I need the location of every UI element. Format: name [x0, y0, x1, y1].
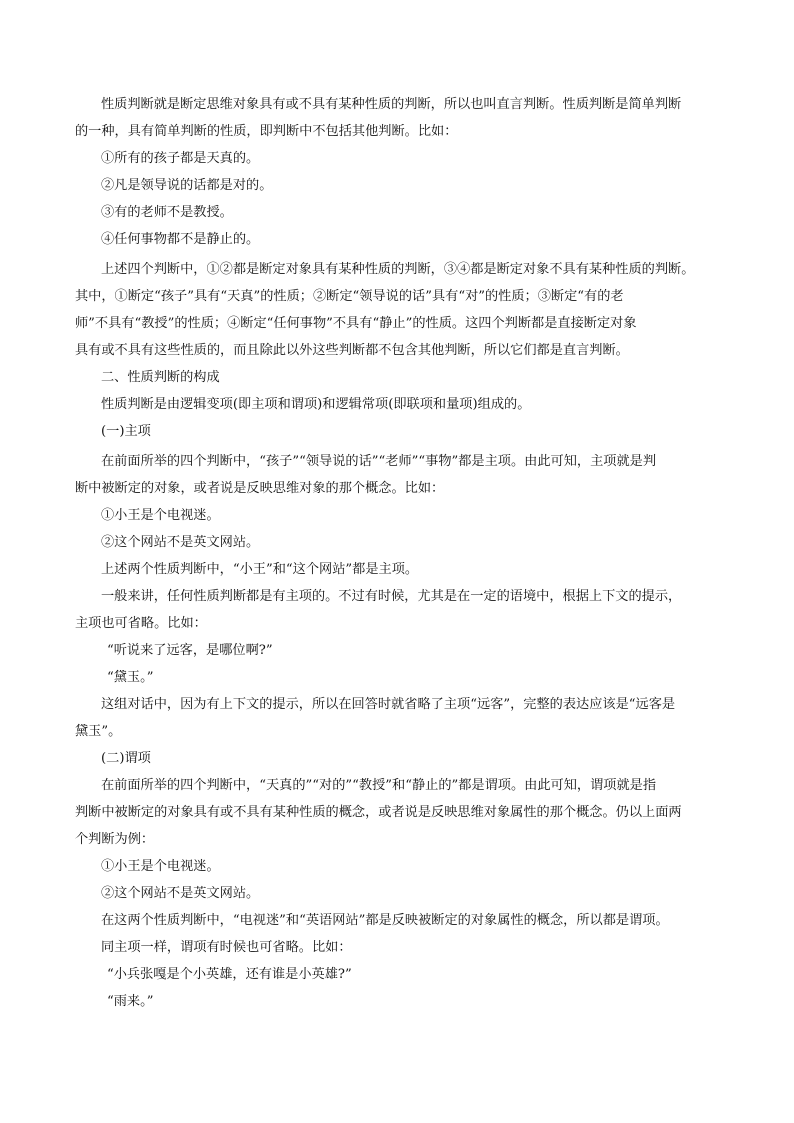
- dialogue-line: “黛玉。”: [107, 670, 154, 685]
- paragraph-line: 性质判断就是断定思维对象具有或不具有某种性质的判断，所以也叫直言判断。性质判断是简单判断: [101, 97, 682, 112]
- paragraph-line: 其中，①断定“孩子”具有“天真”的性质；②断定“领导说的话”具有“对”的性质；③断定“有的老: [75, 289, 624, 304]
- list-item: ④任何事物都不是静止的。: [101, 232, 260, 247]
- list-item: ①小王是个电视迷。: [101, 508, 220, 523]
- paragraph-line: 判断中被断定的对象具有或不具有某种性质的概念，或者说是反映思维对象属性的那个概念。仍以上面两: [75, 805, 682, 820]
- paragraph-line: 断中被断定的对象，或者说是反映思维对象的那个概念。比如：: [75, 481, 445, 496]
- paragraph-line: 在前面所举的四个判断中，“孩子”“领导说的话”“老师”“事物”都是主项。由此可知，主项就是判: [101, 454, 657, 469]
- paragraph-line: 主项也可省略。比如：: [75, 616, 207, 631]
- dialogue-line: “小兵张嘎是个小英雄，还有谁是小英雄?”: [107, 967, 352, 982]
- subsection-heading: (一)主项: [101, 424, 151, 439]
- dialogue-line: “听说来了远客，是哪位啊?”: [107, 643, 273, 658]
- list-item: ②凡是领导说的话都是对的。: [101, 178, 273, 193]
- subsection-heading: (二)谓项: [101, 751, 151, 766]
- paragraph-line: 上述两个性质判断中，“小王”和“这个网站”都是主项。: [101, 562, 419, 577]
- list-item: ②这个网站不是英文网站。: [101, 886, 260, 901]
- paragraph-line: 这组对话中，因为有上下文的提示，所以在回答时就省略了主项“远客”，完整的表达应该是“远客是: [101, 697, 676, 712]
- paragraph-line: 师”不具有“教授”的性质；④断定“任何事物”不具有“静止”的性质。这四个判断都是直接断定对象: [75, 316, 637, 331]
- section-heading: 二、性质判断的构成: [101, 370, 220, 385]
- paragraph-line: 在前面所举的四个判断中，“天真的”“对的”“教授”和“静止的”都是谓项。由此可知，谓项就是指: [101, 778, 657, 793]
- paragraph-line: 同主项一样，谓项有时候也可省略。比如：: [101, 940, 352, 955]
- paragraph-line: 在这两个性质判断中，“电视迷”和“英语网站”都是反映被断定的对象属性的概念，所以都是谓项。: [101, 913, 669, 928]
- paragraph-line: 性质判断是由逻辑变项(即主项和谓项)和逻辑常项(即联项和量项)组成的。: [101, 397, 531, 412]
- list-item: ③有的老师不是教授。: [101, 205, 233, 220]
- dialogue-line: “雨来。”: [107, 994, 154, 1009]
- list-item: ②这个网站不是英文网站。: [101, 535, 260, 550]
- paragraph-line: 具有或不具有这些性质的，而且除此以外这些判断都不包含其他判断，所以它们都是直言判断。: [75, 343, 629, 358]
- paragraph-line: 的一种，具有简单判断的性质，即判断中不包括其他判断。比如：: [75, 124, 458, 139]
- list-item: ①所有的孩子都是天真的。: [101, 151, 260, 166]
- list-item: ①小王是个电视迷。: [101, 859, 220, 874]
- paragraph-line: 一般来讲，任何性质判断都是有主项的。不过有时候，尤其是在一定的语境中，根据上下文的提示，: [101, 589, 682, 604]
- paragraph-line: 个判断为例：: [75, 832, 155, 847]
- paragraph-line: 上述四个判断中，①②都是断定对象具有某种性质的判断，③④都是断定对象不具有某种性质的判断。: [101, 262, 695, 277]
- paragraph-line: 黛玉”。: [75, 724, 122, 739]
